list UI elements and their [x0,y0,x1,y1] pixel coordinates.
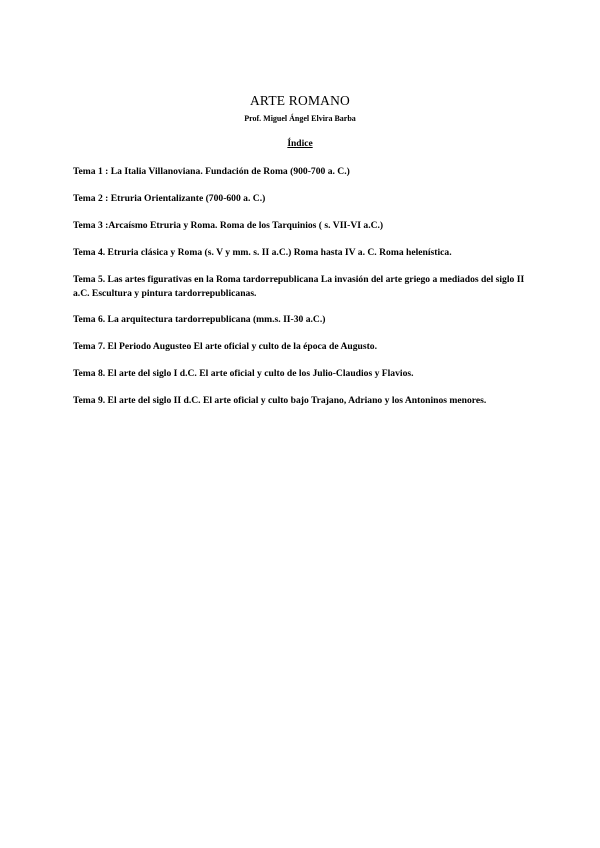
topic-item-8: Tema 8. El arte del siglo I d.C. El arte oficial y culto de los Julio-Claudios y Flavios. [73,368,414,379]
topic-item-9: Tema 9. El arte del siglo II d.C. El arte oficial y culto bajo Trajano, Adriano y los Antoninos menores. [73,395,487,406]
topic-item-4: Tema 4. Etruria clásica y Roma (s. V y mm. s. II a.C.) Roma hasta IV a. C. Roma helenística. [73,247,452,258]
topic-list [73,165,543,408]
topic-item-2: Tema 2 : Etruria Orientalizante (700-600 a. C.) [73,193,266,204]
topic-item-1: Tema 1 : La Italia Villanoviana. Fundación de Roma (900-700 a. C.) [73,166,350,177]
topic-item-5: Tema 5. Las artes figurativas en la Roma tardorrepublicana La invasión del arte griego a mediados del siglo II a.C. Escultura y pintura tardorrepublicanas. [73,274,525,299]
topic-item-6: Tema 6. La arquitectura tardorrepublicana (mm.s. II-30 a.C.) [73,314,326,325]
author-name: Prof. Miguel Ángel Elvira Barba [244,114,356,123]
topic-item-3: Tema 3 :Arcaísmo Etruria y Roma. Roma de los Tarquinios ( s. VII-VI a.C.) [73,220,384,231]
topic-item-7: Tema 7. El Periodo Augusteo El arte oficial y culto de la época de Augusto. [73,341,377,352]
document-title: ARTE ROMANO [249,93,351,109]
index-heading: Índice [287,139,313,149]
